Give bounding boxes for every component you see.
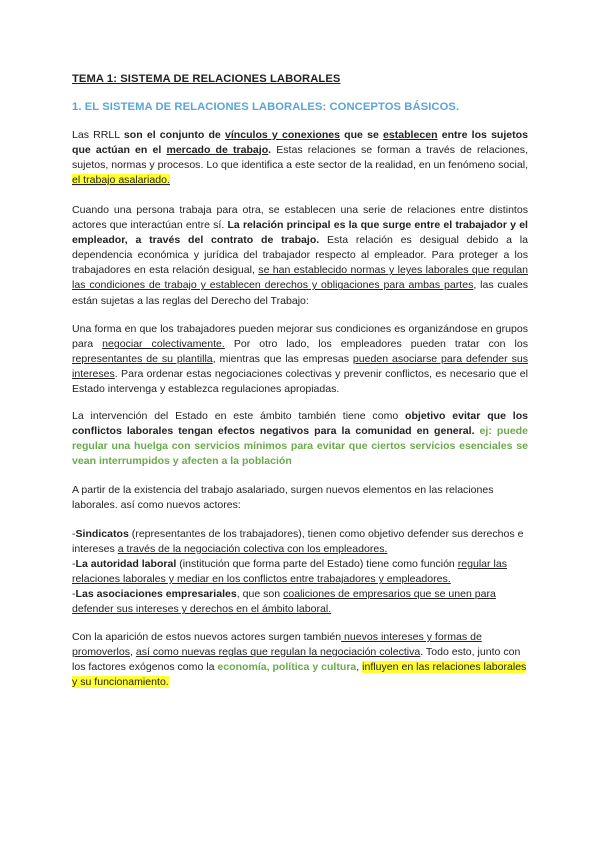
document-title: TEMA 1: SISTEMA DE RELACIONES LABORALES xyxy=(72,73,341,85)
text-span: , xyxy=(130,646,136,659)
text-span: A partir de la existencia del trabajo asalariado, surgen nuevos elementos en las relaciones laborales. así como nuevos actores: xyxy=(72,484,494,512)
text-span: que se xyxy=(340,129,383,141)
text-span: nuevos intereses y formas de promoverlos xyxy=(72,631,482,659)
text-span: establecen xyxy=(383,129,438,141)
text-span: a través de la negociación colectiva con los empleadores. xyxy=(117,543,388,556)
paragraph-7 xyxy=(72,630,528,690)
text-span: (institución que forma parte del Estado) tiene como función xyxy=(176,558,458,571)
text-span: negociar colectivamente. xyxy=(102,338,225,351)
text-span: son el conjunto de xyxy=(123,129,225,141)
text-span: pueden asociarse para defender sus intereses xyxy=(72,353,528,381)
text-span: Con la aparición de estos nuevos actores surgen también xyxy=(72,631,342,643)
text-span: La relación principal es la que surge entre el trabajador y el empleador, a través del contrato de trabajo. xyxy=(72,219,528,247)
text-span: representantes de su plantilla xyxy=(72,353,213,366)
text-span: (representantes de los trabajadores), tienen como objetivo defender sus derechos e intereses xyxy=(72,528,524,556)
actors-list xyxy=(72,527,528,618)
text-span: La autoridad laboral xyxy=(75,558,177,571)
text-span: , que son xyxy=(236,588,284,601)
paragraph-1 xyxy=(72,128,528,188)
text-span: Sindicatos xyxy=(75,528,129,540)
text-span: - xyxy=(72,588,76,601)
text-span: Por otro lado, los empleadores pueden tratar con los xyxy=(224,338,528,351)
text-span: mercado de trabajo xyxy=(166,144,269,157)
paragraph-4 xyxy=(72,409,528,469)
paragraph-3 xyxy=(72,322,528,397)
text-span: - xyxy=(72,528,76,540)
text-span: . Para ordenar estas negociaciones colectivas y prevenir conflictos, es necesario que el Estado intervenga y establezca regulaciones apropiadas. xyxy=(72,368,528,396)
text-span: , las cuales están sujetas a las reglas del Derecho del Trabajo: xyxy=(72,279,528,307)
section-heading: 1. EL SISTEMA DE RELACIONES LABORALES: CONCEPTOS BÁSICOS. xyxy=(72,101,460,113)
list-item xyxy=(72,587,528,617)
text-span: entre los sujetos que actúan en el xyxy=(72,129,528,157)
text-span: coaliciones de empresarios que se unen para defender sus intereses y derechos en el ámbito laboral. xyxy=(72,588,496,616)
text-span: Cuando una persona trabaja para otra, se establecen una serie de relaciones entre distintos actores que interactúan entre sí. xyxy=(72,204,528,232)
highlighted-text: el trabajo asalariado. xyxy=(72,174,170,187)
highlighted-text: influyen en las relaciones laborales y su funcionamiento. xyxy=(72,661,527,689)
text-span: Una forma en que los trabajadores pueden mejorar sus condiciones es organizándose en grupos para xyxy=(72,323,528,351)
green-example-text: ej: puede regular una huelga con servicios mínimos para evitar que ciertos servicios esenciales se vean interrumpidos y afecten a la población xyxy=(72,425,528,468)
text-span: Estas relaciones se forman a través de relaciones, sujetos, normas y procesos. Lo que identifica a este sector de la realidad, en un fenómeno social, xyxy=(72,144,529,172)
text-span: . Todo esto, junto con los factores exógenos como la xyxy=(72,646,521,674)
paragraph-2 xyxy=(72,203,528,309)
text-span: se han establecido normas y leyes laborales que regulan las condiciones de trabajo y establecen derechos y obligaciones para ambas partes xyxy=(72,264,528,292)
text-span: , mientras que las empresas xyxy=(212,353,353,366)
text-span: - xyxy=(72,558,76,571)
text-span: así como nuevas reglas que regulan la negociación colectiva xyxy=(135,646,421,659)
text-span: . xyxy=(268,144,272,157)
text-span: objetivo evitar que los conflictos laborales tengan efectos negativos para la comunidad en general. xyxy=(72,410,528,438)
list-item xyxy=(72,527,528,557)
text-span: vínculos y conexiones xyxy=(224,129,340,141)
text-span: regular las relaciones laborales y mediar en los conflictos entre trabajadores y empleadores. xyxy=(72,558,507,586)
text-span: Las RRLL xyxy=(72,129,124,141)
text-span: , xyxy=(356,661,363,674)
text-span: La intervención del Estado en este ámbito también tiene como xyxy=(72,410,406,422)
list-item xyxy=(72,557,528,587)
green-text: economía, política y cultura xyxy=(217,661,357,674)
text-span: Las asociaciones empresariales xyxy=(75,588,237,601)
text-span: Esta relación es desigual debido a la dependencia económica y jurídica del trabajador respecto al empleador. Para proteger a los trabajadores en esta relación desigual, xyxy=(72,234,528,277)
paragraph-5 xyxy=(72,483,528,513)
